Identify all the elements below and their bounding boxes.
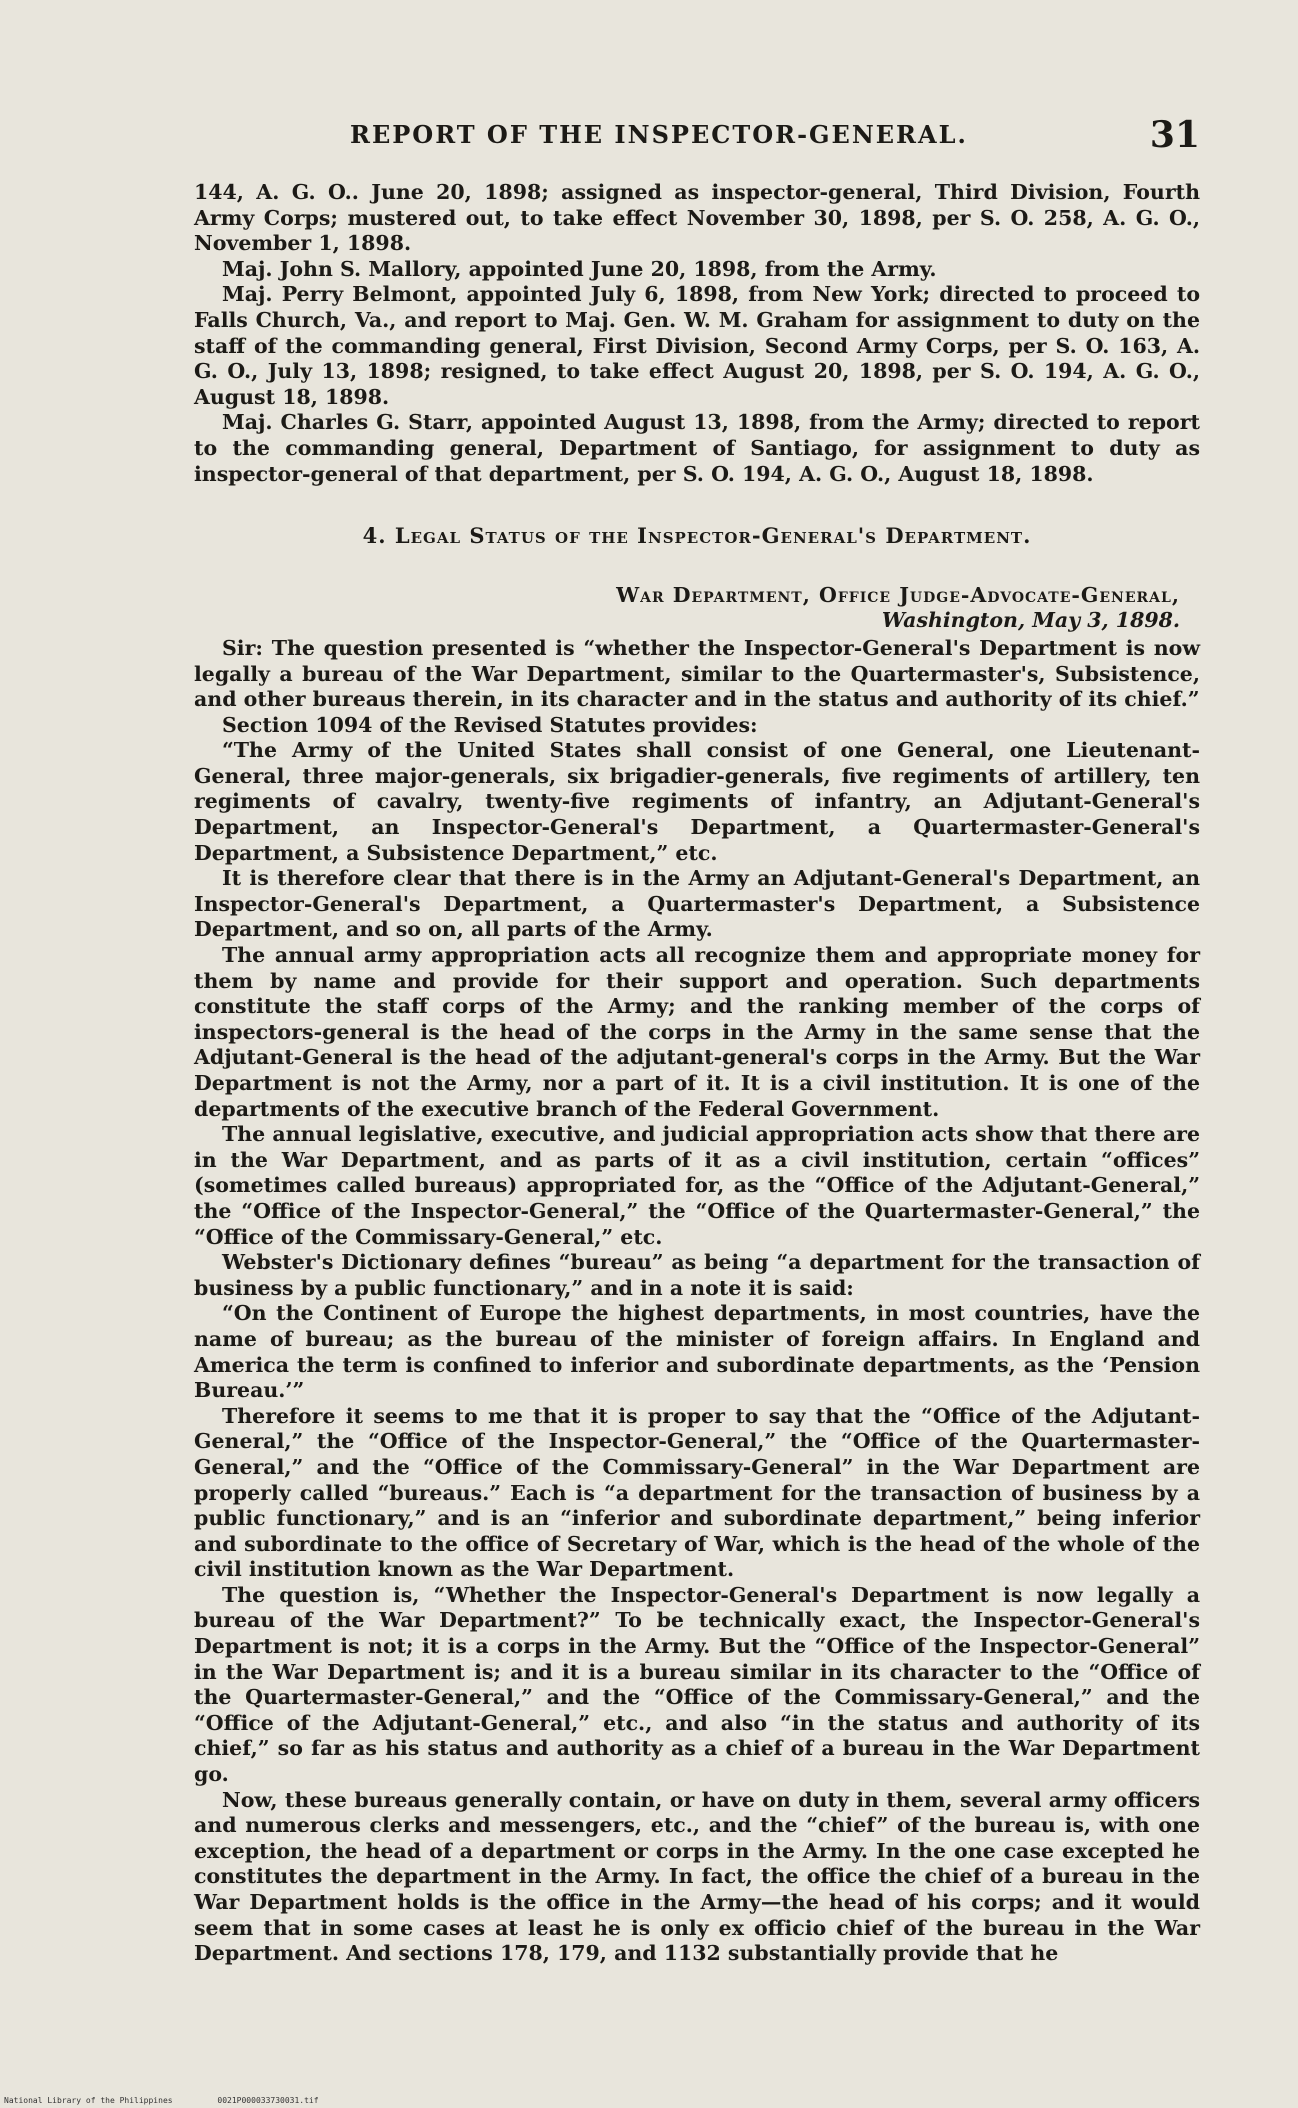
letter-paragraph: The annual army appropriation acts all recognize them and appropriate money for them by name and provide for their support and operation. Such departments constitute the staff corps of the Army; and the ranking member of the corps of inspectors-general is the head of the corps in the Army in the same sense that the Adjutant-General is the head of the adjutant-general's corps in the Army. But the War Department is not the Army, nor a part of it. It is a civil institution. It is one of the departments of the executive branch of the Federal Government.	[194, 943, 1200, 1121]
letter-paragraph: Sir: The question presented is “whether the Inspector-General's Department is now legally a bureau of the War Department, similar to the Quartermaster's, Subsistence, and other bureaus therein, in its character and in the status and authority of its chief.”	[194, 635, 1200, 712]
letter-paragraph: Section 1094 of the Revised Statutes provides:	[222, 712, 758, 737]
dateline: Washington, May 3, 1898.	[881, 608, 1180, 633]
letter-paragraph: The question is, “Whether the Inspector-General's Department is now legally a bureau of the War Department?” To be technically exact, the Inspector-General's Department is not; it is a corps in the Army. But the “Office of the Inspector-General” in the War Department is; and it is a bureau similar in its character to the “Office of the Quartermaster-General,” and the “Office of the Commissary-General,” and the “Office of the Adjutant-General,” etc., and also “in the status and authority of its chief,” so far as his status and authority as a chief of a bureau in the War Department go.	[194, 1582, 1200, 1787]
body-text	[194, 180, 1200, 1967]
paragraph: Maj. Charles G. Starr, appointed August 13, 1898, from the Army; directed to report to the commanding general, Department of Santiago, for assignment to duty as inspector-general of that department, per S. O. 194, A. G. O., August 18, 1898.	[194, 410, 1200, 486]
footer-library: National Library of the Philippines	[4, 2096, 173, 2105]
paragraph: 144, A. G. O.. June 20, 1898; assigned as inspector-general, Third Division, Fourth Army Corps; mustered out, to take effect November 30, 1898, per S. O. 258, A. G. O., November 1, 1898.	[194, 180, 1200, 256]
letter-paragraph: Therefore it seems to me that it is proper to say that the “Office of the Adjutant-General,” the “Office of the Inspector-General,” the “Office of the Quartermaster-General,” and the “Office of the Commissary-General” in the War Department are properly called “bureaus.” Each is “a department for the transaction of business by a public functionary,” and is an “inferior and subordinate department,” being inferior and subordinate to the office of Secretary of War, which is the head of the whole of the civil institution known as the War Department.	[194, 1403, 1200, 1582]
paragraph: Maj. Perry Belmont, appointed July 6, 1898, from New York; directed to proceed to Falls Church, Va., and report to Maj. Gen. W. M. Graham for assignment to duty on the staff of the commanding general, First Division, Second Army Corps, per S. O. 163, A. G. O., July 13, 1898; resigned, to take effect August 20, 1898, per S. O. 194, A. G. O., August 18, 1898.	[194, 282, 1200, 409]
page-header	[350, 114, 1200, 154]
letter-paragraph: “The Army of the United States shall consist of one General, one Lieutenant-General, three major-generals, six brigadier-generals, five regiments of artillery, ten regiments of cavalry, twenty-five regiments of infantry, an Adjutant-General's Department, an Inspector-General's Department, a Quartermaster-General's Department, a Subsistence Department,” etc.	[194, 738, 1200, 865]
section-heading: 4. Legal Status of the Inspector-General's Department.	[362, 523, 1032, 549]
letter-paragraph: Now, these bureaus generally contain, or have on duty in them, several army officers and numerous clerks and messengers, etc., and the “chief” of the bureau is, with one exception, the head of a department or corps in the Army. In the one case excepted he constitutes the department in the Army. In fact, the office the chief of a bureau in the War Department holds is the office in the Army—the head of his corps; and it would seem that in some cases at least he is only ex officio chief of the bureau in the War Department. And sections 178, 179, and 1132 substantially provide that he	[194, 1787, 1200, 1966]
letter-paragraph: “On the Continent of Europe the highest departments, in most countries, have the name of bureau; as the bureau of the minister of foreign affairs. In England and America the term is confined to inferior and subordinate departments, as the ‘Pension Bureau.’”	[194, 1301, 1200, 1403]
scan-footer	[4, 2096, 359, 2105]
paragraph: Maj. John S. Mallory, appointed June 20, 1898, from the Army.	[222, 256, 937, 281]
page-number: 31	[1149, 114, 1200, 156]
letter-paragraph: The annual legislative, executive, and judicial appropriation acts show that there are in the War Department, and as parts of it as a civil institution, certain “offices” (sometimes called bureaus) appropriated for, as the “Office of the Adjutant-General,” the “Office of the Inspector-General,” the “Office of the Quartermaster-General,” the “Office of the Commissary-General,” etc.	[194, 1122, 1200, 1249]
running-head: REPORT OF THE INSPECTOR-GENERAL.	[350, 120, 968, 149]
letter-paragraph: It is therefore clear that there is in the Army an Adjutant-General's Department, an Inspector-General's Department, a Quartermaster's Department, a Subsistence Department, and so on, all parts of the Army.	[194, 866, 1200, 942]
letterhead: War Department, Office Judge-Advocate-General,	[616, 582, 1180, 607]
footer-file: 0021P000033730031.tif	[217, 2096, 319, 2105]
letter-paragraph: Webster's Dictionary defines “bureau” as being “a department for the transaction of business by a public functionary,” and in a note it is said:	[194, 1250, 1200, 1300]
